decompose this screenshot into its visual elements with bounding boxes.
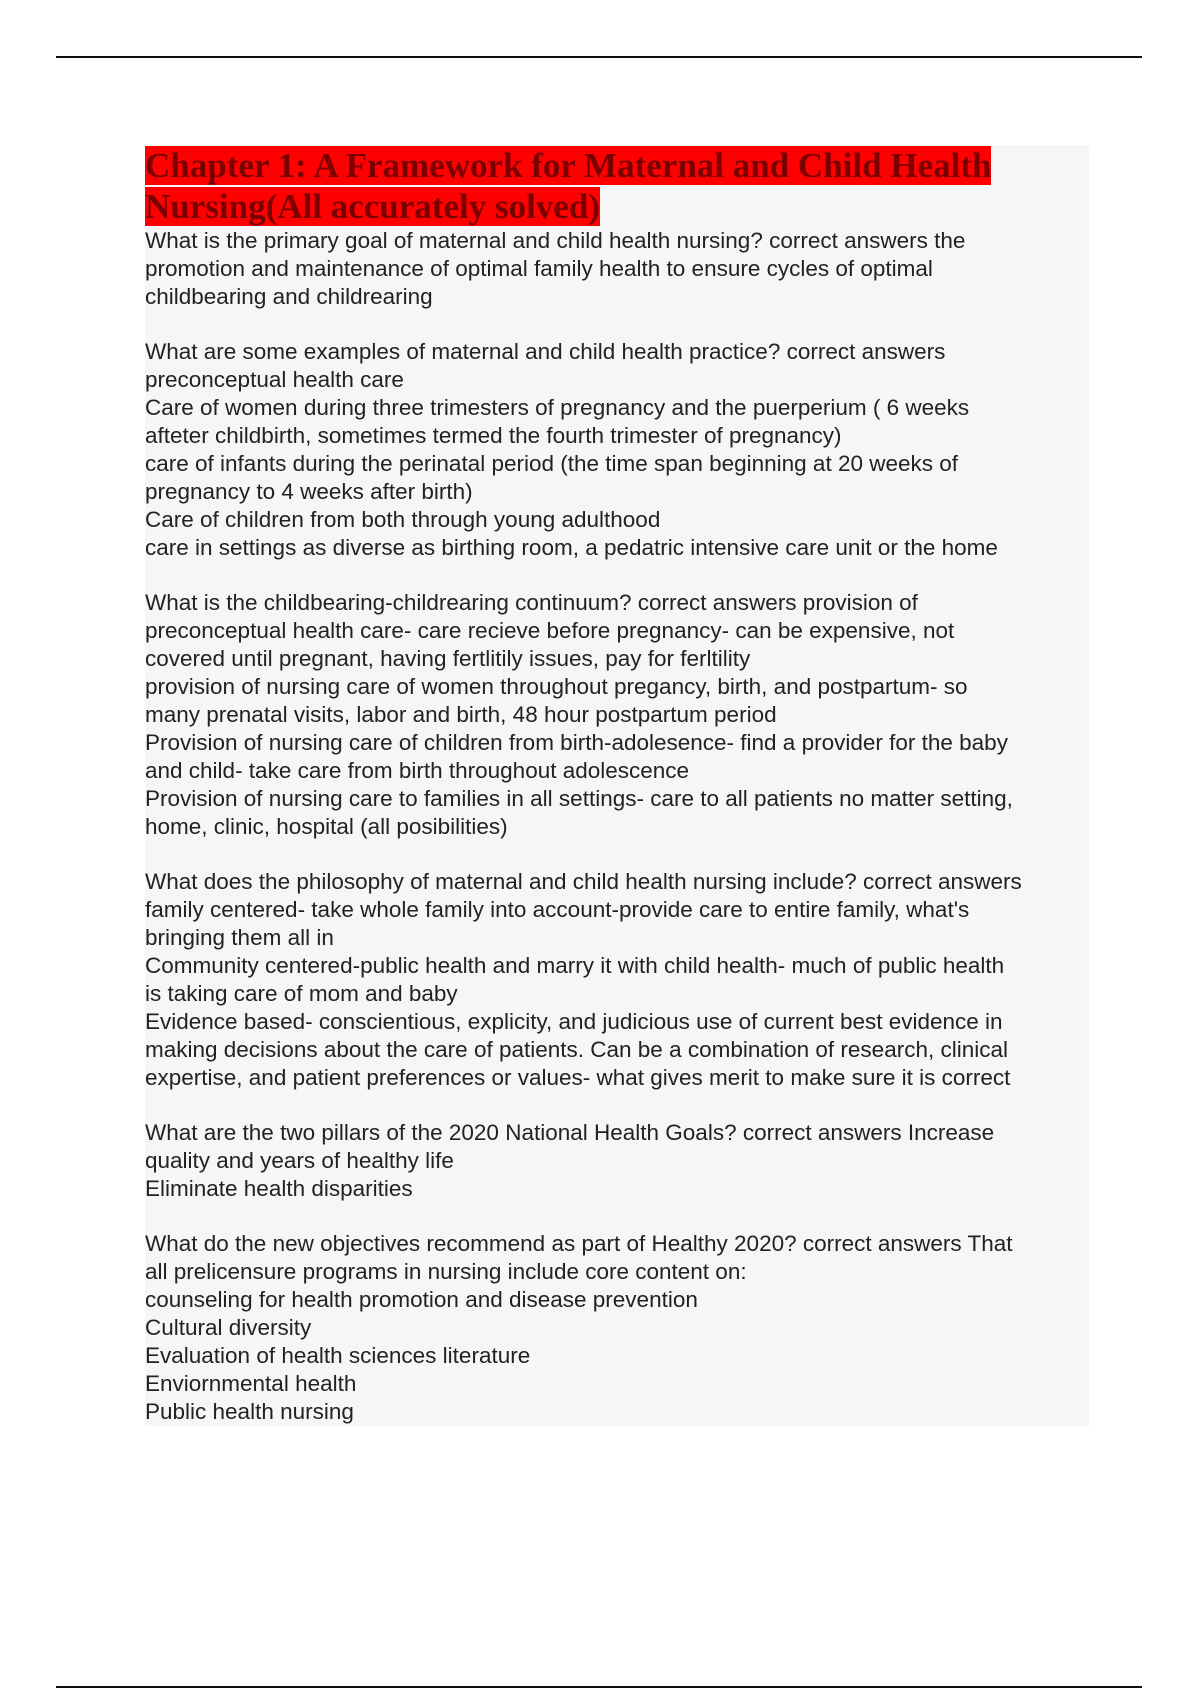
answer-line: care of infants during the perinatal period (the time span beginning at 20 weeks of — [145, 451, 959, 476]
answer-line: all prelicensure programs in nursing include core content on: — [145, 1259, 747, 1284]
qa-item — [145, 1119, 1089, 1203]
top-rule — [56, 56, 1142, 58]
answer-line: and child- take care from birth throughout adolescence — [145, 758, 690, 783]
bottom-rule — [56, 1686, 1142, 1688]
answer-line: family centered- take whole family into account-provide care to entire family, what's — [145, 897, 970, 922]
answer-line: Provision of nursing care of children from birth-adolesence- find a provider for the baby — [145, 730, 1008, 755]
answer-line: preconceptual health care — [145, 367, 404, 392]
question-line: What are the two pillars of the 2020 National Health Goals? correct answers Increase — [145, 1120, 995, 1145]
answer-line: expertise, and patient preferences or values- what gives merit to make sure it is correct — [145, 1065, 1011, 1090]
answer-line: care in settings as diverse as birthing room, a pedatric intensive care unit or the home — [145, 535, 998, 560]
answer-line: childbearing and childrearing — [145, 284, 433, 309]
answer-line: Cultural diversity — [145, 1315, 312, 1340]
answer-line: covered until pregnant, having fertlitily issues, pay for ferltility — [145, 646, 751, 671]
answer-line: provision of nursing care of women throughout pregancy, birth, and postpartum- so — [145, 674, 968, 699]
qa-list — [145, 227, 1089, 1426]
answer-line: Community centered-public health and marry it with child health- much of public health — [145, 953, 1005, 978]
answer-line: quality and years of healthy life — [145, 1148, 454, 1173]
answer-line: bringing them all in — [145, 925, 334, 950]
answer-line: Enviornmental health — [145, 1371, 357, 1396]
answer-line: pregnancy to 4 weeks after birth) — [145, 479, 473, 504]
answer-line: counseling for health promotion and disease prevention — [145, 1287, 698, 1312]
answer-line: Evaluation of health sciences literature — [145, 1343, 531, 1368]
answer-line: many prenatal visits, labor and birth, 48 hour postpartum period — [145, 702, 777, 727]
answer-line: Care of women during three trimesters of pregnancy and the puerperium ( 6 weeks — [145, 395, 970, 420]
question-line: What is the primary goal of maternal and child health nursing? correct answers the — [145, 228, 966, 253]
question-line: What is the childbearing-childrearing continuum? correct answers provision of — [145, 590, 918, 615]
answer-line: making decisions about the care of patients. Can be a combination of research, clinical — [145, 1037, 1008, 1062]
question-line: What does the philosophy of maternal and child health nursing include? correct answers — [145, 869, 1022, 894]
qa-item — [145, 589, 1089, 841]
answer-line: is taking care of mom and baby — [145, 981, 458, 1006]
answer-line: home, clinic, hospital (all posibilities) — [145, 814, 508, 839]
answer-line: Public health nursing — [145, 1399, 354, 1424]
answer-line: Provision of nursing care to families in all settings- care to all patients no matter setting, — [145, 786, 1013, 811]
answer-line: Care of children from both through young adulthood — [145, 507, 661, 532]
question-line: What are some examples of maternal and child health practice? correct answers — [145, 339, 946, 364]
question-line: What do the new objectives recommend as part of Healthy 2020? correct answers That — [145, 1231, 1013, 1256]
answer-line: preconceptual health care- care recieve before pregnancy- can be expensive, not — [145, 618, 955, 643]
answer-line: Eliminate health disparities — [145, 1176, 413, 1201]
qa-item — [145, 1230, 1089, 1426]
answer-line: Evidence based- conscientious, explicity, and judicious use of current best evidence in — [145, 1009, 1003, 1034]
answer-line: promotion and maintenance of optimal family health to ensure cycles of optimal — [145, 256, 933, 281]
document-title — [145, 145, 1025, 227]
answer-line: afteter childbirth, sometimes termed the fourth trimester of pregnancy) — [145, 423, 842, 448]
qa-item — [145, 338, 1089, 562]
qa-item — [145, 868, 1089, 1092]
title-text: Chapter 1: A Framework for Maternal and Child Health Nursing(All accurately solved) — [145, 146, 992, 226]
qa-item — [145, 227, 1089, 311]
document-body — [145, 145, 1089, 1426]
